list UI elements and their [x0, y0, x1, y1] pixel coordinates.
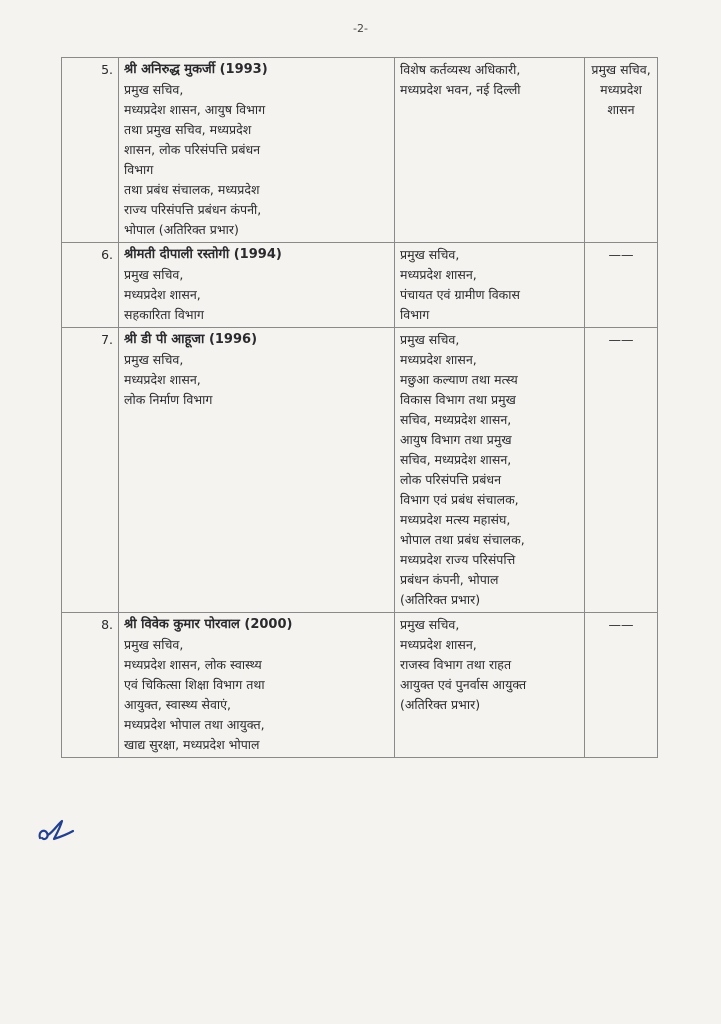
- empty-dash: ——: [608, 332, 634, 347]
- serial-number: 7.: [62, 328, 119, 613]
- serial-number: 5.: [62, 58, 119, 243]
- officer-current-post-cell: [119, 328, 395, 613]
- new-post-line: आयुष विभाग तथा प्रमुख: [400, 432, 512, 447]
- current-post-line: प्रमुख सचिव,: [124, 352, 184, 367]
- new-post-line: विकास विभाग तथा प्रमुख: [400, 392, 516, 407]
- empty-dash: ——: [608, 617, 634, 632]
- table-row: [62, 58, 658, 243]
- current-post-line: मध्यप्रदेश शासन,: [124, 287, 201, 302]
- current-post-line: प्रमुख सचिव,: [124, 637, 184, 652]
- current-post-line: एवं चिकित्सा शिक्षा विभाग तथा: [124, 677, 265, 692]
- new-post-line: विभाग: [400, 307, 430, 322]
- additional-charge-cell: [585, 58, 658, 243]
- new-post-line: मध्यप्रदेश शासन,: [400, 267, 477, 282]
- current-post-line: तथा प्रबंध संचालक, मध्यप्रदेश: [124, 182, 260, 197]
- page-number: -2-: [353, 22, 368, 35]
- officer-current-post-cell: [119, 613, 395, 758]
- officer-current-post-cell: [119, 243, 395, 328]
- current-post-line: राज्य परिसंपत्ति प्रबंधन कंपनी,: [124, 202, 262, 217]
- signature-icon: [36, 818, 80, 846]
- new-post-line: मध्यप्रदेश राज्य परिसंपत्ति: [400, 552, 516, 567]
- additional-charge-cell: [585, 243, 658, 328]
- current-post-line: प्रमुख सचिव,: [124, 267, 184, 282]
- new-post-line: सचिव, मध्यप्रदेश शासन,: [400, 452, 512, 467]
- new-post-line: लोक परिसंपत्ति प्रबंधन: [400, 472, 502, 487]
- current-post-line: तथा प्रमुख सचिव, मध्यप्रदेश: [124, 122, 252, 137]
- current-post-line: मध्यप्रदेश शासन, लोक स्वास्थ्य: [124, 657, 262, 672]
- new-post-line: मध्यप्रदेश शासन,: [400, 637, 477, 652]
- new-post-cell: [395, 328, 585, 613]
- additional-charge-cell: [585, 613, 658, 758]
- current-post-line: विभाग: [124, 162, 154, 177]
- new-post-line: मध्यप्रदेश भवन, नई दिल्ली: [400, 82, 521, 97]
- current-post-line: भोपाल (अतिरिक्त प्रभार): [124, 222, 239, 237]
- current-post-line: शासन, लोक परिसंपत्ति प्रबंधन: [124, 142, 261, 157]
- new-post-line: पंचायत एवं ग्रामीण विकास: [400, 287, 520, 302]
- current-post-line: मध्यप्रदेश भोपाल तथा आयुक्त,: [124, 717, 265, 732]
- officer-current-post-cell: [119, 58, 395, 243]
- new-post-cell: [395, 613, 585, 758]
- transfer-order-table: [61, 57, 658, 758]
- new-post-line: प्रमुख सचिव,: [400, 247, 460, 262]
- table-row: [62, 243, 658, 328]
- current-post-line: आयुक्त, स्वास्थ्य सेवाएं,: [124, 697, 232, 712]
- additional-charge-line: मध्यप्रदेश शासन: [600, 82, 642, 117]
- new-post-line: राजस्व विभाग तथा राहत: [400, 657, 512, 672]
- current-post-line: सहकारिता विभाग: [124, 307, 204, 322]
- new-post-line: मध्यप्रदेश मत्स्य महासंघ,: [400, 512, 511, 527]
- new-post-line: (अतिरिक्त प्रभार): [400, 592, 481, 607]
- current-post-line: मध्यप्रदेश शासन,: [124, 372, 201, 387]
- signature-mark: [36, 818, 80, 850]
- new-post-line: (अतिरिक्त प्रभार): [400, 697, 481, 712]
- serial-number: 6.: [62, 243, 119, 328]
- current-post-line: मध्यप्रदेश शासन, आयुष विभाग: [124, 102, 266, 117]
- new-post-line: आयुक्त एवं पुनर्वास आयुक्त: [400, 677, 527, 692]
- new-post-line: प्रमुख सचिव,: [400, 332, 460, 347]
- current-post-line: खाद्य सुरक्षा, मध्यप्रदेश भोपाल: [124, 737, 260, 752]
- new-post-cell: [395, 58, 585, 243]
- new-post-line: प्रमुख सचिव,: [400, 617, 460, 632]
- new-post-line: विभाग एवं प्रबंध संचालक,: [400, 492, 519, 507]
- officer-name: श्री डी पी आहूजा (1996): [124, 332, 258, 347]
- new-post-line: मछुआ कल्याण तथा मत्स्य: [400, 372, 518, 387]
- table-row: [62, 328, 658, 613]
- officer-name: श्री अनिरुद्ध मुकर्जी (1993): [124, 62, 268, 77]
- new-post-line: प्रबंधन कंपनी, भोपाल: [400, 572, 499, 587]
- additional-charge-line: प्रमुख सचिव,: [591, 62, 651, 77]
- new-post-line: विशेष कर्तव्यस्थ अधिकारी,: [400, 62, 521, 77]
- new-post-line: मध्यप्रदेश शासन,: [400, 352, 477, 367]
- empty-dash: ——: [608, 247, 634, 262]
- new-post-line: भोपाल तथा प्रबंध संचालक,: [400, 532, 525, 547]
- new-post-cell: [395, 243, 585, 328]
- current-post-line: लोक निर्माण विभाग: [124, 392, 213, 407]
- current-post-line: प्रमुख सचिव,: [124, 82, 184, 97]
- table-row: [62, 613, 658, 758]
- additional-charge-cell: [585, 328, 658, 613]
- officer-name: श्रीमती दीपाली रस्तोगी (1994): [124, 247, 282, 262]
- officer-name: श्री विवेक कुमार पोरवाल (2000): [124, 617, 293, 632]
- new-post-line: सचिव, मध्यप्रदेश शासन,: [400, 412, 512, 427]
- serial-number: 8.: [62, 613, 119, 758]
